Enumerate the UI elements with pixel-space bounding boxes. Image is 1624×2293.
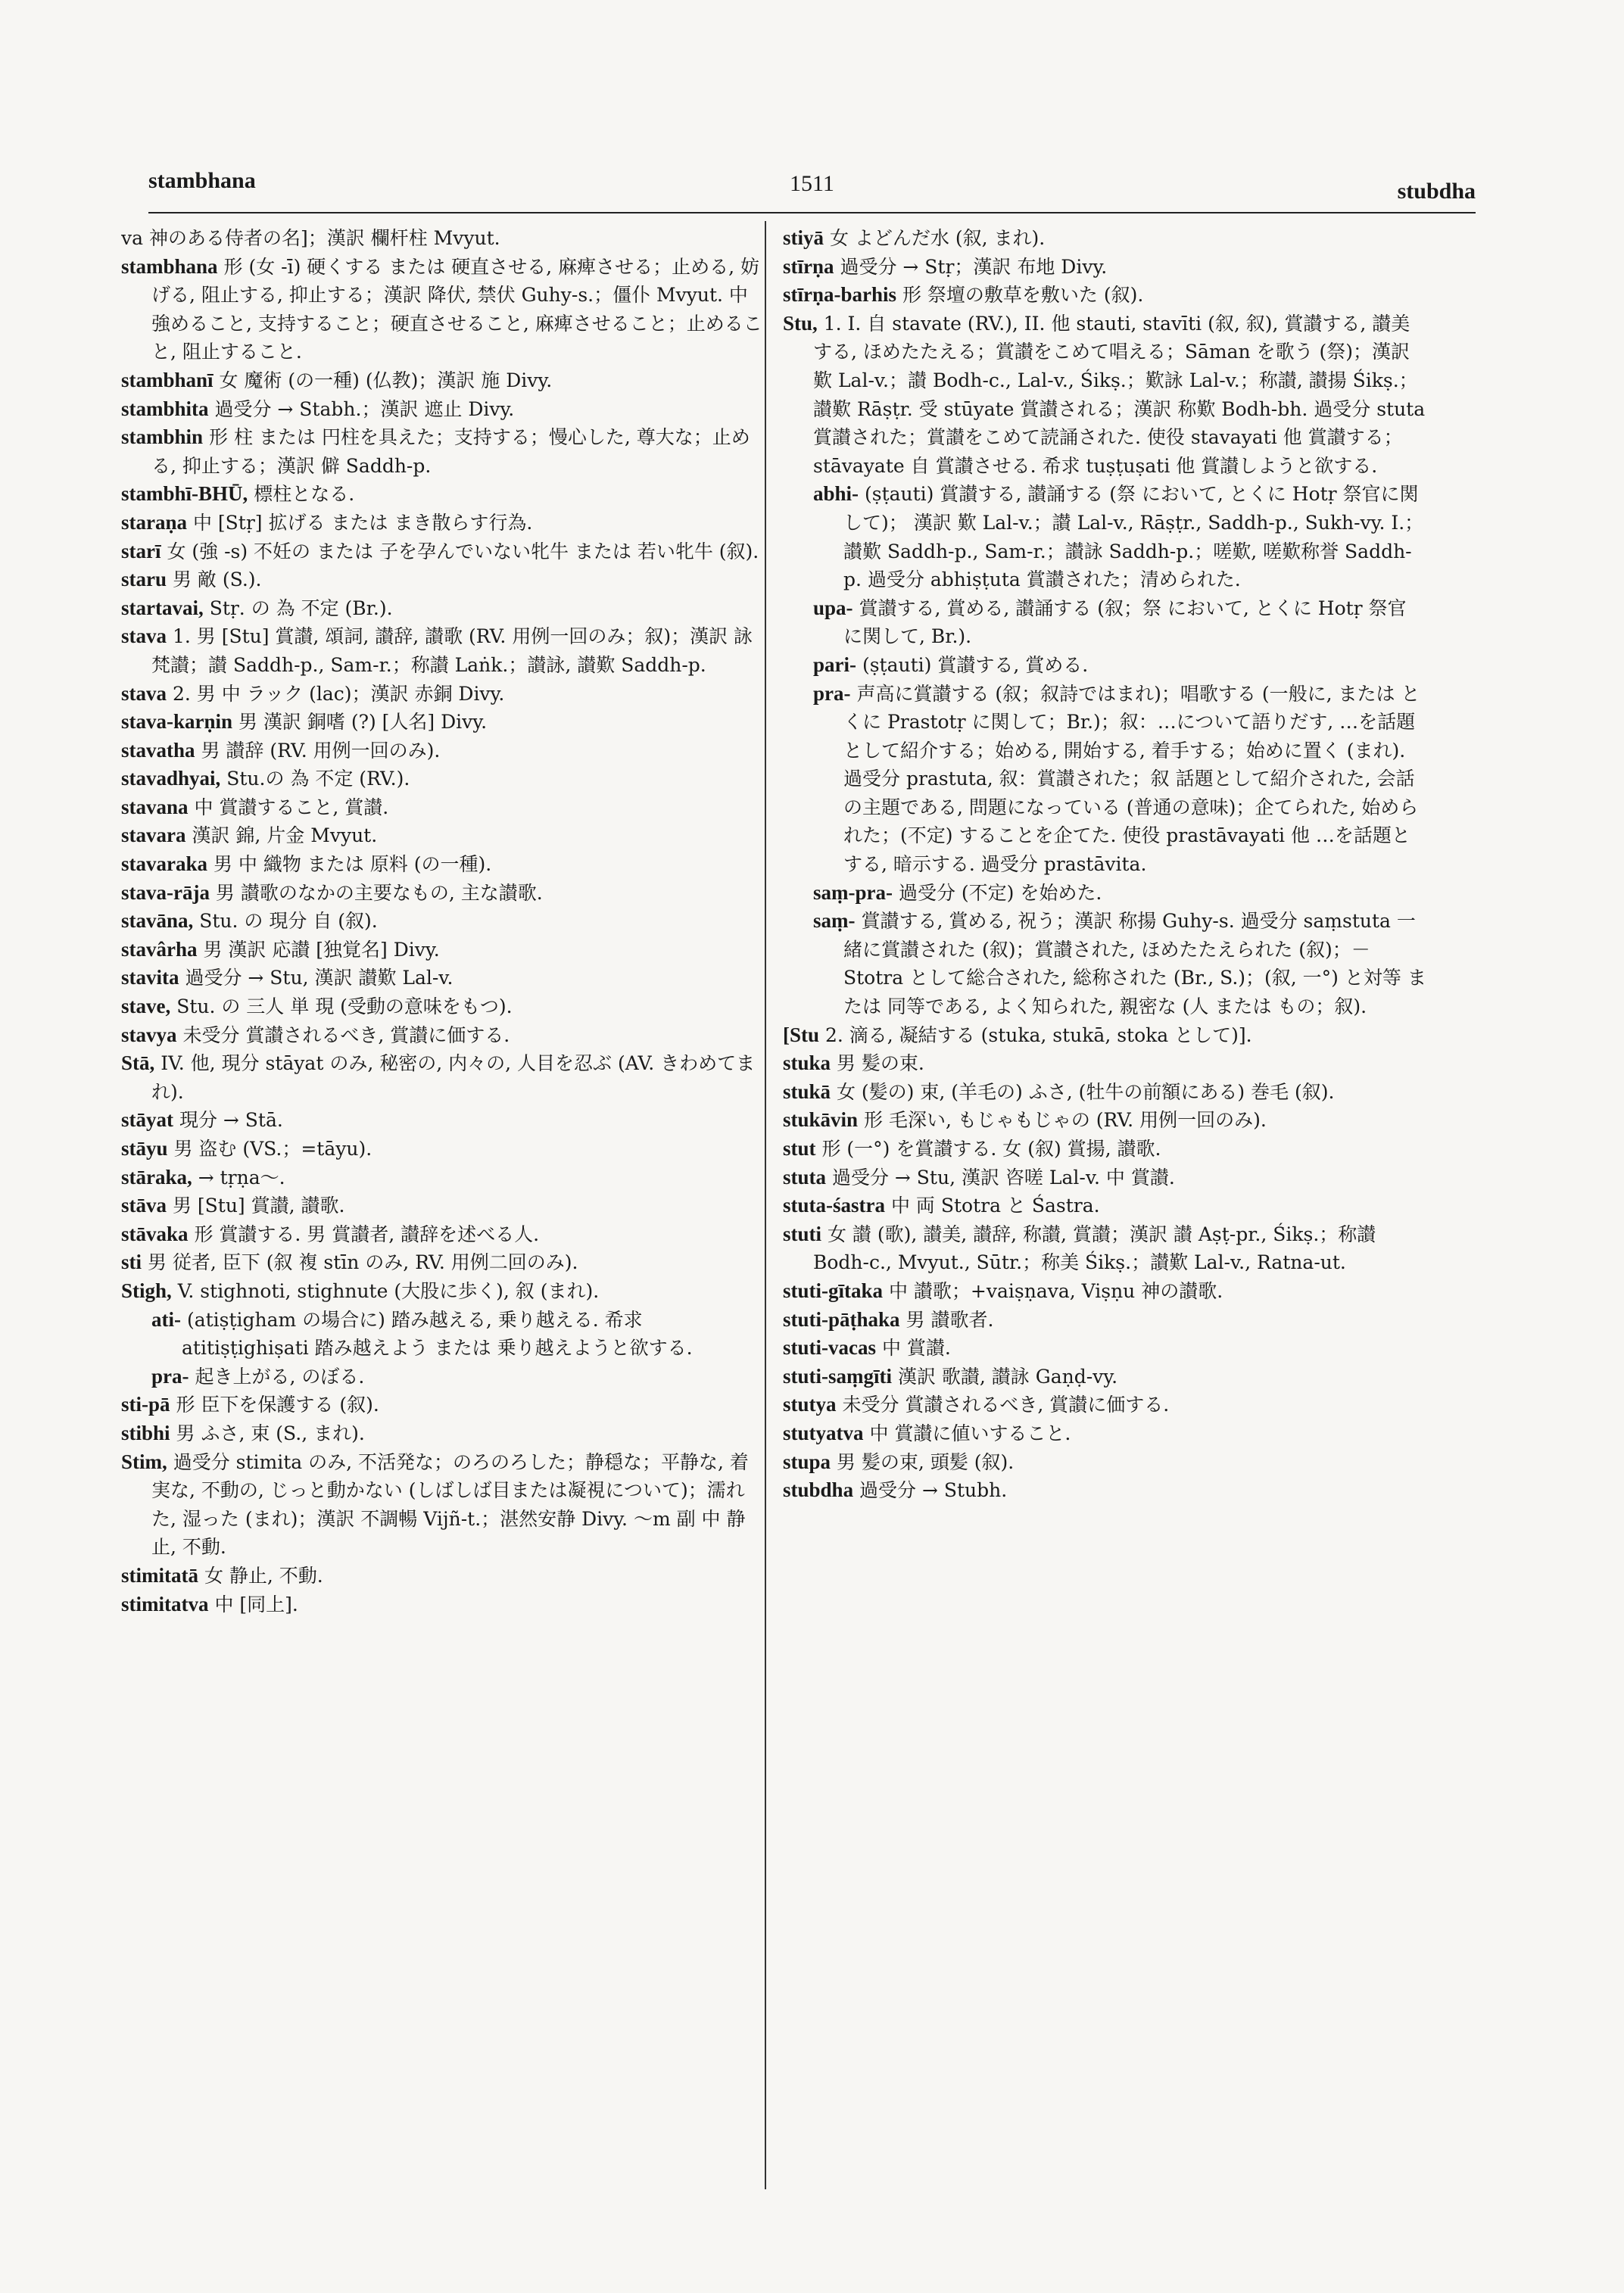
entry-definition: 過受分 → Stu, 漢訳 咨嗟 Lal-v. 中 賞讃. bbox=[831, 1166, 1175, 1189]
entry-definition: 過受分 stimita のみ, 不活発な；のろのろした；静穏な；平静な, 着実な, 不動の, じっと動かない (しばしば目または凝視について)；濡れた, 湿った (まれ)；漢訳 不調暢 Vijñ-t.；湛然安静 Divy. ～m 副 中 静止, 不動. bbox=[151, 1450, 749, 1559]
entry-definition: 中 [Stṛ] 拡げる または まき散らす行為. bbox=[192, 511, 533, 534]
entry-definition: 男 中 織物 または 原料 (の一種). bbox=[213, 853, 492, 876]
entry-definition: 中 両 Stotra と Śastra. bbox=[890, 1195, 1100, 1217]
dictionary-entry bbox=[121, 1248, 766, 1277]
dictionary-entry bbox=[783, 907, 1428, 1020]
entry-headword: staraṇa bbox=[121, 510, 187, 534]
dictionary-entry bbox=[121, 366, 766, 395]
dictionary-entry bbox=[783, 594, 1428, 651]
entry-definition: 男 敵 (S.). bbox=[172, 569, 262, 591]
dictionary-entry bbox=[121, 907, 766, 936]
dictionary-entry bbox=[783, 1476, 1428, 1505]
entry-headword: saṃ-pra- bbox=[813, 880, 893, 904]
dictionary-entry bbox=[121, 1135, 766, 1164]
entry-headword: stiyā bbox=[783, 226, 824, 249]
entry-headword: stupa bbox=[783, 1450, 831, 1473]
dictionary-entry bbox=[121, 1277, 766, 1306]
entry-definition: 男 漢訳 応讃 [独覚名] Divy. bbox=[203, 938, 440, 961]
entry-headword: stukāvin bbox=[783, 1108, 859, 1132]
entry-definition: 過受分 → Stubh. bbox=[859, 1479, 1008, 1502]
entry-definition: 中 賞讃. bbox=[881, 1337, 951, 1360]
entry-definition: 男 髪の束, 頭髪 (叙). bbox=[836, 1450, 1015, 1473]
entry-headword: sti-pā bbox=[121, 1393, 170, 1416]
entry-definition: Stu.の 為 不定 (RV.). bbox=[226, 768, 410, 790]
entry-definition: 男 讃歌のなかの主要なもの, 主な讃歌. bbox=[215, 881, 543, 904]
entry-headword: pari- bbox=[813, 653, 856, 676]
entry-headword: stubdha bbox=[783, 1478, 854, 1502]
entry-headword: stavāna, bbox=[121, 909, 194, 933]
dictionary-entry bbox=[121, 765, 766, 793]
entry-definition: 女 静止, 不動. bbox=[204, 1564, 323, 1587]
entry-headword: stutyatva bbox=[783, 1421, 864, 1444]
entry-definition: 賞讃する, 賞める, 祝う；漢訳 称揚 Guhy-s. 過受分 saṃstuta 一緒に賞讃された (叙)；賞讃された, ほめたたえられた (叙)；－Stotra として総合された, 総称された (Br., S.)；(叙, 一°) と対等 または 同等である, よく知られた, 親密な (人 または もの；叙). bbox=[843, 910, 1426, 1018]
entry-definition: 2. 男 中 ラック (lac)；漢訳 赤銅 Divy. bbox=[172, 682, 505, 705]
entry-definition: 過受分 → Stṛ；漢訳 布地 Divy. bbox=[840, 255, 1108, 278]
entry-definition: 未受分 賞讃されるべき, 賞讃に価する. bbox=[182, 1023, 510, 1046]
entry-definition: 漢訳 錦, 片金 Mvyut. bbox=[192, 824, 378, 847]
dictionary-entry bbox=[121, 992, 766, 1021]
entry-headword: stuta bbox=[783, 1165, 827, 1189]
dictionary-entry bbox=[783, 879, 1428, 908]
dictionary-entry bbox=[121, 622, 766, 679]
entry-definition: (ṣṭauti) 賞讃する, 讃誦する (祭 において, とくに Hotṛ 祭官に関して)； 漢訳 歎 Lal-v.；讃 Lal-v., Rāṣṭr., Saddh-p., Sukh-vy. I.；讃歎 Saddh-p., Sam-r.；讃詠 Saddh-p.；嗟歎, 嗟歎称誉 Saddh-p. 過受分 abhiṣṭuta 賞讃された；清められた. bbox=[843, 483, 1424, 591]
dictionary-entry bbox=[783, 1363, 1428, 1391]
dictionary-entry bbox=[783, 1164, 1428, 1192]
entry-headword: stavatha bbox=[121, 738, 195, 762]
running-head-left: stambhana bbox=[148, 168, 256, 193]
entry-definition: 過受分 (不定) を始めた. bbox=[898, 881, 1102, 904]
entry-headword: stavadhyai, bbox=[121, 767, 221, 790]
entry-headword: stuti bbox=[783, 1222, 822, 1245]
left-column bbox=[121, 224, 766, 2192]
dictionary-entry bbox=[783, 480, 1428, 594]
dictionary-entry bbox=[121, 680, 766, 709]
entry-definition: va 神のある侍者の名]；漢訳 欄杆柱 Mvyut. bbox=[121, 227, 500, 249]
entry-definition: 1. I. 自 stavate (RV.), II. 他 stauti, stavīti (叙, 叙), 賞讃する, 讃美する, ほめたたえる；賞讃をこめて唱える；Sāman を歌う (祭)；漢訳 歎 Lal-v.；讃 Bodh-c., Lal-v., Śikṣ.；歎詠 Lal-v.；称讃, 讃揚 Śikṣ.；讃歎 Rāṣṭr. 受 stūyate 賞讃される；漢訳 称歎 Bodh-bh. 過受分 stuta 賞讃された；賞讃をこめて読誦された. 使役 stavayati 他 賞讃する；stāvayate 自 賞讃させる. 希求 tuṣṭuṣati 他 賞讃しようと欲する. bbox=[813, 312, 1426, 477]
entry-definition: 男 [Stu] 賞讃, 讃歌. bbox=[172, 1195, 345, 1217]
dictionary-entry bbox=[121, 224, 766, 253]
entry-headword: stut bbox=[783, 1137, 816, 1160]
dictionary-entry bbox=[121, 708, 766, 737]
entry-definition: → tṛṇa～. bbox=[198, 1166, 285, 1189]
dictionary-entry bbox=[121, 1021, 766, 1050]
entry-definition: 2. 滴る, 凝結する (stuka, stukā, stoka として)]. bbox=[824, 1023, 1252, 1046]
column-divider bbox=[765, 221, 766, 2189]
entry-headword: stava bbox=[121, 625, 167, 648]
entry-headword: stave, bbox=[121, 995, 171, 1018]
entry-headword: stuka bbox=[783, 1051, 831, 1075]
dictionary-entry bbox=[121, 509, 766, 537]
right-column bbox=[783, 224, 1428, 2192]
entry-headword: stāyu bbox=[121, 1137, 168, 1160]
dictionary-entry bbox=[783, 1334, 1428, 1363]
entry-definition: 中 [同上]. bbox=[214, 1593, 298, 1615]
dictionary-entry bbox=[121, 1562, 766, 1590]
entry-headword: pra- bbox=[813, 681, 851, 705]
dictionary-entry bbox=[121, 253, 766, 366]
dictionary-entry bbox=[783, 1049, 1428, 1078]
entry-definition: 過受分 → Stabh.；漢訳 遮止 Divy. bbox=[214, 397, 515, 420]
entry-headword: stambhanī bbox=[121, 368, 214, 391]
entry-headword: stīrṇa-barhis bbox=[783, 283, 897, 307]
entry-definition: 男 讃歌者. bbox=[906, 1308, 994, 1331]
running-head-right: stubdha bbox=[1397, 179, 1476, 204]
dictionary-entry bbox=[121, 1363, 766, 1391]
dictionary-entry bbox=[121, 1419, 766, 1448]
dictionary-entry bbox=[783, 1192, 1428, 1220]
entry-headword: [Stu bbox=[783, 1023, 820, 1046]
header-rule bbox=[148, 212, 1476, 213]
entry-definition: 形 臣下を保護する (叙). bbox=[176, 1394, 379, 1416]
dictionary-entry bbox=[121, 565, 766, 594]
entry-headword: Stu, bbox=[783, 311, 818, 335]
dictionary-entry bbox=[121, 395, 766, 424]
entry-definition: 女 (強 -s) 不妊の または 子を孕んでいない牝牛 または 若い牝牛 (叙). bbox=[167, 540, 759, 562]
entry-definition: (atiṣṭigham の場合に) 踏み越える, 乗り越える. 希求 atitiṣṭighiṣati 踏み越えよう または 乗り越えようと欲する. bbox=[182, 1308, 693, 1360]
entry-headword: stavita bbox=[121, 966, 179, 989]
entry-definition: 未受分 賞讃されるべき, 賞讃に価する. bbox=[842, 1394, 1170, 1416]
entry-definition: 男 従者, 臣下 (叙 複 stīn のみ, RV. 用例二回のみ). bbox=[147, 1251, 578, 1274]
dictionary-entry bbox=[783, 1220, 1428, 1277]
entry-headword: stuti-gītaka bbox=[783, 1279, 884, 1302]
dictionary-entry bbox=[783, 253, 1428, 282]
entry-headword: sti bbox=[121, 1251, 142, 1274]
dictionary-entry bbox=[121, 879, 766, 908]
entry-definition: 中 讃歌；+vaiṣṇava, Viṣṇu 神の讃歌. bbox=[888, 1279, 1223, 1302]
entry-definition: 女 (髪の) 束, (羊毛の) ふさ, (牡牛の前額にある) 巻毛 (叙). bbox=[836, 1080, 1335, 1103]
entry-definition: 過受分 → Stu, 漢訳 讃歎 Lal-v. bbox=[185, 967, 454, 989]
dictionary-entry bbox=[121, 1106, 766, 1135]
entry-headword: upa- bbox=[813, 596, 853, 619]
entry-definition: 男 盗む (VS.；=tāyu). bbox=[173, 1138, 372, 1160]
entry-headword: stutya bbox=[783, 1393, 837, 1416]
dictionary-entry bbox=[783, 680, 1428, 879]
dictionary-entry bbox=[783, 1419, 1428, 1448]
dictionary-entry bbox=[121, 793, 766, 822]
entry-headword: stavârha bbox=[121, 937, 198, 961]
entry-headword: stuti-vacas bbox=[783, 1336, 876, 1360]
entry-headword: startavai, bbox=[121, 596, 204, 619]
entry-definition: 声高に賞讃する (叙；叙詩ではまれ)；唱歌する (一般に, または とくに Prastotṛ に関して；Br.)；叙：…について語りだす, …を話題として紹介する；始める, 開始する, 着手する；始めに置く (まれ). 過受分 prastuta, 叙：賞讃された；叙 話題として紹介された, 会話の主題である, 問題になっている (普通の意味)；企てられた, 始められた；(不定) することを企てた. 使役 prastāvayati 他 …を話題とする, 暗示する. 過受分 prastāvita. bbox=[843, 682, 1420, 876]
dictionary-entry bbox=[783, 1135, 1428, 1164]
entry-definition: 1. 男 [Stu] 賞讃, 頌詞, 讃辞, 讃歌 (RV. 用例一回のみ；叙)；漢訳 詠 梵讃；讃 Saddh-p., Sam-r.；称讃 Laṅk.；讃詠, 讃歎 Saddh-p. bbox=[151, 625, 753, 676]
entry-headword: stukā bbox=[783, 1080, 831, 1103]
entry-headword: stāva bbox=[121, 1194, 167, 1217]
dictionary-entry bbox=[121, 1164, 766, 1192]
entry-headword: stavana bbox=[121, 795, 189, 818]
dictionary-entry bbox=[121, 1448, 766, 1562]
entry-definition: 形 賞讃する. 男 賞讃者, 讃辞を述べる人. bbox=[194, 1223, 540, 1245]
dictionary-entry bbox=[121, 737, 766, 765]
dictionary-entry bbox=[121, 1306, 766, 1363]
entry-definition: 現分 → Stā. bbox=[179, 1109, 283, 1132]
entry-headword: stuta-śastra bbox=[783, 1194, 885, 1217]
dictionary-entry bbox=[783, 1391, 1428, 1419]
entry-headword: saṃ- bbox=[813, 909, 856, 933]
entry-headword: Stā, bbox=[121, 1051, 155, 1075]
entry-headword: stavaraka bbox=[121, 852, 207, 876]
entry-definition: 男 ふさ, 束 (S., まれ). bbox=[176, 1422, 365, 1444]
entry-headword: stāvaka bbox=[121, 1222, 189, 1245]
dictionary-entry bbox=[783, 1078, 1428, 1107]
entry-headword: stambhita bbox=[121, 397, 209, 420]
dictionary-entry bbox=[783, 281, 1428, 310]
entry-definition: (ṣṭauti) 賞讃する, 賞める. bbox=[862, 653, 1089, 676]
entry-definition: 標柱となる. bbox=[254, 483, 355, 506]
dictionary-entry bbox=[121, 480, 766, 509]
entry-headword: starī bbox=[121, 539, 161, 562]
entry-headword: stava-karṇin bbox=[121, 710, 233, 734]
entry-headword: stambhana bbox=[121, 254, 218, 278]
dictionary-entry bbox=[783, 1448, 1428, 1477]
dictionary-entry bbox=[121, 964, 766, 992]
entry-headword: stuti-saṃgīti bbox=[783, 1364, 892, 1388]
entry-definition: 中 賞讃すること, 賞讃. bbox=[194, 796, 389, 818]
entry-definition: IV. 他, 現分 stāyat のみ, 秘密の, 内々の, 人目を忍ぶ (AV. きわめてまれ). bbox=[151, 1052, 756, 1103]
entry-headword: ati- bbox=[151, 1307, 181, 1331]
entry-definition: Stu. の 三人 単 現 (受動の意味をもつ). bbox=[176, 995, 513, 1018]
entry-headword: stava bbox=[121, 681, 167, 705]
entry-headword: stimitatva bbox=[121, 1592, 209, 1615]
entry-headword: Stigh, bbox=[121, 1279, 172, 1302]
dictionary-entry bbox=[121, 423, 766, 480]
entry-headword: stibhi bbox=[121, 1421, 170, 1444]
entry-definition: 男 讃辞 (RV. 用例一回のみ). bbox=[201, 739, 441, 762]
entry-definition: 形 (女 -ī) 硬くする または 硬直させる, 麻痺させる；止める, 妨げる, 阻止する, 抑止する；漢訳 降伏, 禁伏 Guhy-s.；僵仆 Mvyut. 中 強めること, 支持すること；硬直させること, 麻痺させること；止めること, 阻止すること. bbox=[151, 255, 762, 363]
entry-definition: 女 魔術 (の一種) (仏教)；漢訳 施 Divy. bbox=[219, 369, 553, 391]
dictionary-entry bbox=[121, 1220, 766, 1249]
entry-definition: 中 賞讃に値いすること. bbox=[869, 1422, 1071, 1444]
entry-headword: stavya bbox=[121, 1023, 177, 1046]
entry-definition: 形 祭壇の敷草を敷いた (叙). bbox=[902, 284, 1144, 307]
page-number: 1511 bbox=[790, 171, 834, 196]
entry-headword: stambhin bbox=[121, 425, 204, 449]
entry-headword: stavara bbox=[121, 824, 186, 847]
entry-headword: stuti-pāṭhaka bbox=[783, 1307, 900, 1331]
entry-definition: 起き上がる, のぼる. bbox=[195, 1365, 365, 1388]
entry-definition: 形 毛深い, もじゃもじゃの (RV. 用例一回のみ). bbox=[864, 1109, 1267, 1132]
dictionary-entry bbox=[121, 1391, 766, 1419]
page-header bbox=[148, 168, 1476, 206]
dictionary-entry bbox=[783, 1021, 1428, 1050]
entry-headword: stāyat bbox=[121, 1108, 173, 1132]
entry-headword: stimitatā bbox=[121, 1563, 198, 1587]
dictionary-entry bbox=[783, 1106, 1428, 1135]
dictionary-entry bbox=[121, 1192, 766, 1220]
entry-definition: 女 よどんだ水 (叙, まれ). bbox=[829, 227, 1046, 249]
entry-headword: abhi- bbox=[813, 482, 859, 506]
dictionary-entry bbox=[121, 594, 766, 623]
entry-headword: stīrṇa bbox=[783, 254, 834, 278]
entry-definition: Stu. の 現分 自 (叙). bbox=[199, 910, 378, 933]
entry-definition: 男 漢訳 銅嗜 (?) [人名] Divy. bbox=[238, 711, 488, 734]
dictionary-entry bbox=[783, 651, 1428, 680]
entry-definition: V. stighnoti, stighnute (大股に歩く), 叙 (まれ). bbox=[177, 1279, 600, 1302]
dictionary-entry bbox=[121, 821, 766, 850]
entry-headword: stava-rāja bbox=[121, 880, 210, 904]
entry-definition: 女 讃 (歌), 讃美, 讃辞, 称讃, 賞讃；漢訳 讃 Aṣṭ-pr., Śikṣ.；称讃 Bodh-c., Mvyut., Sūtr.；称美 Śikṣ.；讃歎 Lal-v., Ratna-ut. bbox=[813, 1223, 1376, 1274]
dictionary-entry bbox=[783, 224, 1428, 253]
dictionary-entry bbox=[121, 936, 766, 964]
dictionary-entry bbox=[121, 537, 766, 566]
entry-definition: 男 髪の束. bbox=[836, 1052, 924, 1075]
dictionary-entry bbox=[783, 1306, 1428, 1335]
entry-headword: staru bbox=[121, 568, 167, 591]
entry-definition: 形 柱 または 円柱を具えた；支持する；慢心した, 尊大な；止める, 抑止する；漢訳 僻 Saddh-p. bbox=[151, 426, 750, 477]
dictionary-entry bbox=[121, 850, 766, 879]
entry-definition: 形 (一°) を賞讃する. 女 (叙) 賞揚, 讃歌. bbox=[821, 1138, 1161, 1160]
dictionary-entry bbox=[783, 310, 1428, 481]
dictionary-entry bbox=[121, 1590, 766, 1619]
entry-definition: 漢訳 歌讃, 讃詠 Gaṇḍ-vy. bbox=[897, 1365, 1118, 1388]
dictionary-entry bbox=[783, 1277, 1428, 1306]
entry-headword: stambhī-BHŪ, bbox=[121, 482, 248, 506]
entry-headword: stāraka, bbox=[121, 1165, 192, 1189]
entry-headword: pra- bbox=[151, 1364, 189, 1388]
dictionary-entry bbox=[121, 1049, 766, 1106]
entry-definition: 賞讃する, 賞める, 讃誦する (叙；祭 において, とくに Hotṛ 祭官 に関して, Br.). bbox=[843, 597, 1407, 648]
entry-definition: Stṛ. の 為 不定 (Br.). bbox=[209, 597, 393, 619]
entry-headword: Stim, bbox=[121, 1450, 167, 1473]
